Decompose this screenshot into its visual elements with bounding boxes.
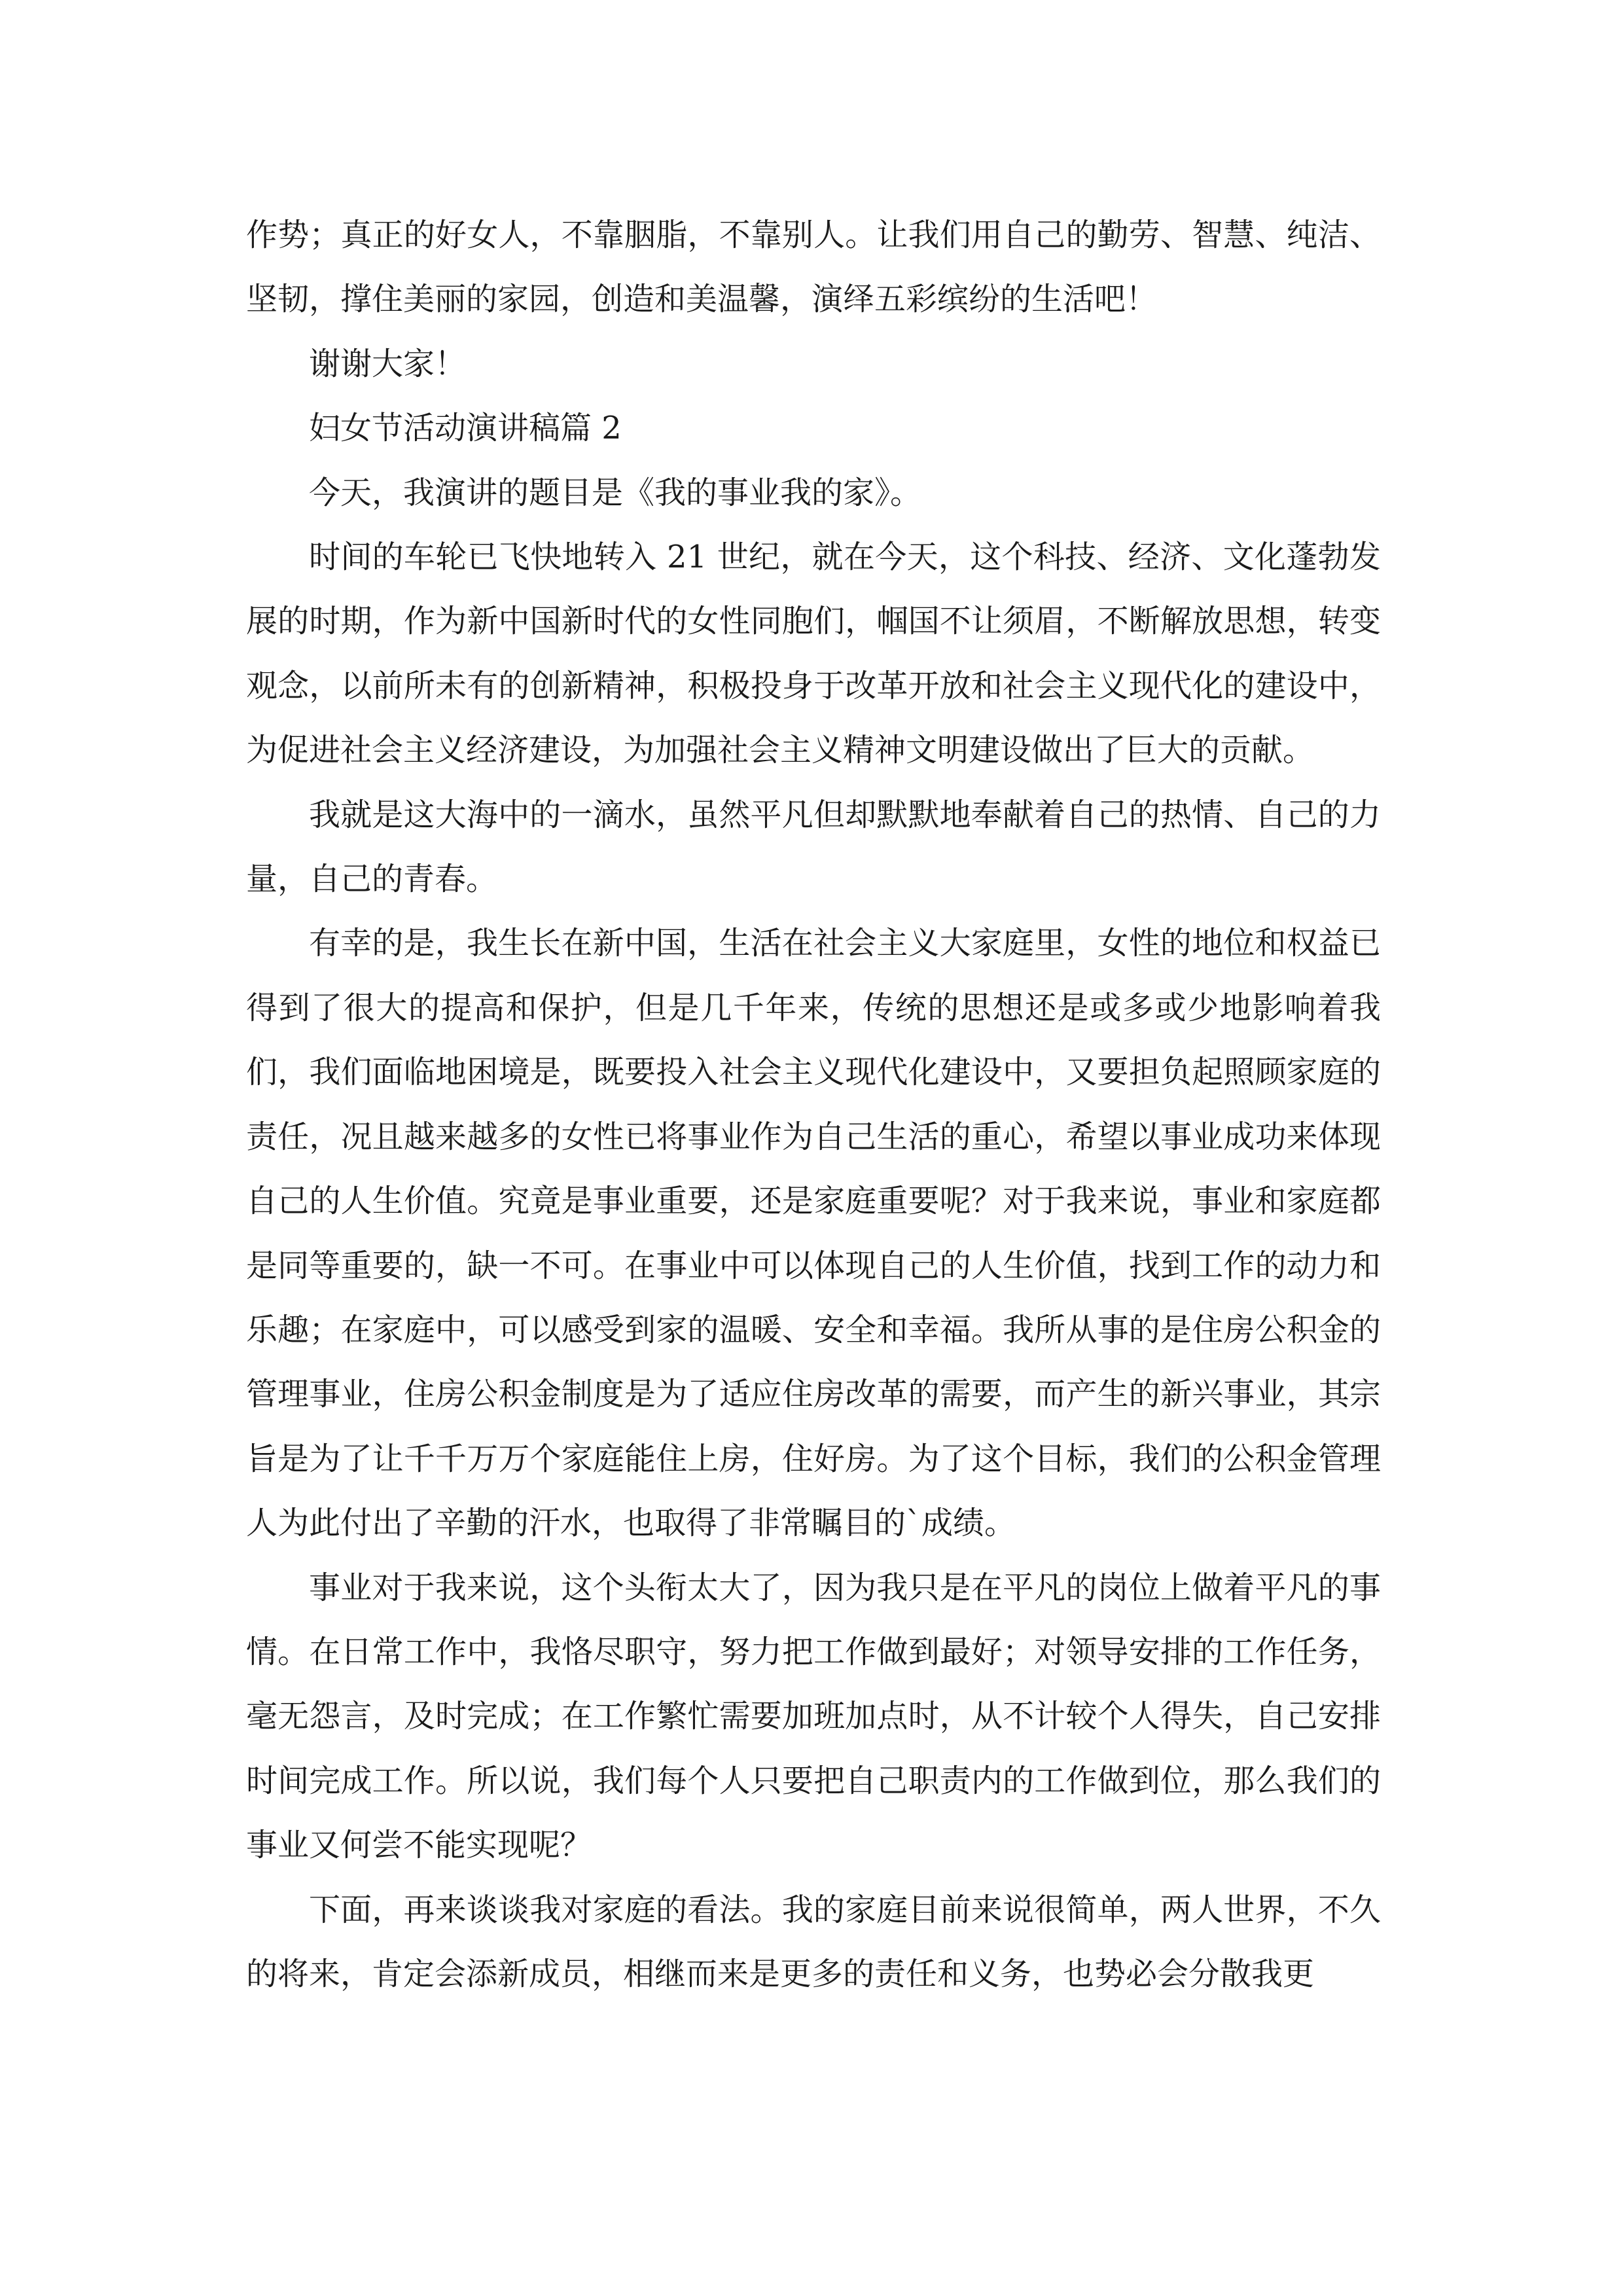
section-heading: 妇女节活动演讲稿篇 2: [309, 410, 622, 447]
document-body: [246, 203, 1381, 2006]
paragraph: 时间的车轮已飞快地转入 21 世纪，就在今天，这个科技、经济、文化蓬勃发展的时期，作为新中国新时代的女性同胞们，帼国不让须眉，不断解放思想，转变观念，以前所未有的创新精神，积极投身于改革开放和社会主义现代化的建设中，为促进社会主义经济建设，为加强社会主义精神文明建设做出了巨大的贡献。: [246, 539, 1381, 769]
paragraph: 事业对于我来说，这个头衔太大了，因为我只是在平凡的岗位上做着平凡的事情。在日常工作中，我恪尽职守，努力把工作做到最好；对领导安排的工作任务，毫无怨言，及时完成；在工作繁忙需要加班加点时，从不计较个人得失，自己安排时间完成工作。所以说，我们每个人只要把自己职责内的工作做到位，那么我们的事业又何尝不能实现呢？: [246, 1569, 1381, 1864]
paragraph: 今天，我演讲的题目是《我的事业我的家》。: [309, 474, 922, 511]
paragraph: 作势；真正的好女人，不靠胭脂，不靠别人。让我们用自己的勤劳、智慧、纯洁、坚韧，撑住美丽的家园，创造和美温馨，演绎五彩缤纷的生活吧！: [246, 217, 1381, 318]
paragraph: 我就是这大海中的一滴水，虽然平凡但却默默地奉献着自己的热情、自己的力量，自己的青春。: [246, 796, 1381, 898]
paragraph: 有幸的是，我生长在新中国，生活在社会主义大家庭里，女性的地位和权益已得到了很大的提高和保护，但是几千年来，传统的思想还是或多或少地影响着我们，我们面临地困境是，既要投入社会主义现代化建设中，又要担负起照顾家庭的责任，况且越来越多的女性已将事业作为自己生活的重心，希望以事业成功来体现自己的人生价值。究竟是事业重要，还是家庭重要呢？对于我来说，事业和家庭都是同等重要的，缺一不可。在事业中可以体现自己的人生价值，找到工作的动力和乐趣；在家庭中，可以感受到家的温暖、安全和幸福。我所从事的是住房公积金的管理事业，住房公积金制度是为了适应住房改革的需要，而产生的新兴事业，其宗旨是为了让千千万万个家庭能住上房，住好房。为了这个目标，我们的公积金管理人为此付出了辛勤的汗水，也取得了非常瞩目的`成绩。: [246, 925, 1381, 1542]
paragraph-thanks: 谢谢大家！: [309, 345, 467, 382]
paragraph: 下面，再来谈谈我对家庭的看法。我的家庭目前来说很简单，两人世界，不久的将来，肯定会添新成员，相继而来是更多的责任和义务，也势必会分散我更: [246, 1891, 1381, 1992]
